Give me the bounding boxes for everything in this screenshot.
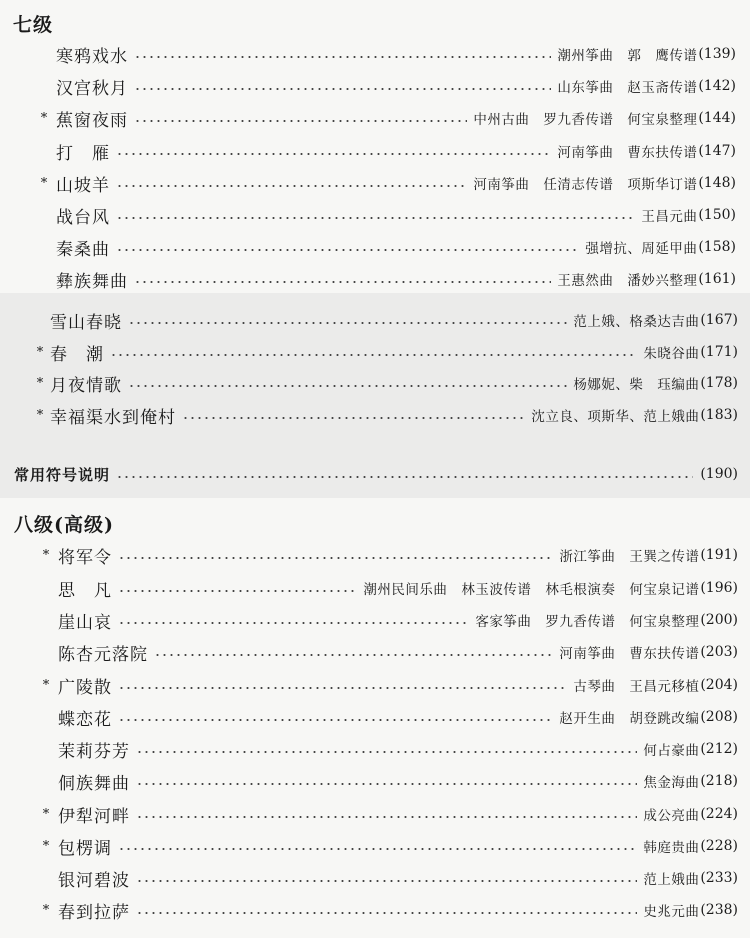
dot-leader (136, 751, 637, 753)
entry-title: 寒鸦戏水 (56, 46, 128, 67)
entry-credit: 朱晓谷曲 (643, 346, 700, 362)
entry-page: (204) (700, 677, 738, 693)
dot-leader (116, 476, 693, 478)
entry-page: (178) (700, 375, 738, 391)
entry-credit: 浙江筝曲 王巽之传谱 (559, 549, 700, 565)
toc-entry[interactable] (42, 896, 738, 924)
entry-title: 将军令 (58, 547, 112, 568)
toc-entry[interactable] (58, 864, 738, 892)
toc-entry[interactable] (56, 201, 736, 229)
star-mark: * (42, 677, 50, 693)
entry-title: 蕉窗夜雨 (56, 110, 128, 131)
dot-leader (136, 816, 637, 818)
star-mark: * (42, 547, 50, 563)
entry-page: (167) (700, 312, 738, 328)
toc-entry[interactable] (56, 40, 736, 68)
entry-title: 伊犁河畔 (58, 806, 130, 827)
entry-credit: 何占豪曲 (643, 743, 700, 759)
entry-title: 战台风 (56, 207, 110, 228)
toc-entry-symbols[interactable] (14, 460, 738, 488)
toc-entry[interactable] (42, 541, 738, 569)
dot-leader (110, 354, 637, 356)
toc-entry[interactable] (58, 574, 738, 602)
dot-leader (118, 848, 637, 850)
entry-title: 广陵散 (58, 677, 112, 698)
dot-leader (116, 153, 551, 155)
entry-credit: 客家筝曲 罗九香传谱 何宝泉整理 (475, 614, 700, 630)
toc-entry[interactable] (56, 137, 736, 165)
entry-page: (139) (698, 46, 736, 62)
dot-leader (118, 719, 553, 721)
entry-title: 春到拉萨 (58, 902, 130, 923)
entry-credit: 成公亮曲 (643, 808, 700, 824)
star-mark: * (42, 838, 50, 854)
dot-leader (134, 281, 551, 283)
entry-title: 秦桑曲 (56, 239, 110, 260)
toc-entry[interactable] (36, 401, 738, 429)
entry-page: (196) (700, 580, 738, 596)
entry-credit: 王惠然曲 潘妙兴整理 (557, 273, 698, 289)
section-heading-grade8: 八级(高级) (14, 514, 114, 536)
entry-title: 银河碧波 (58, 870, 130, 891)
dot-leader (118, 557, 553, 559)
star-mark: * (42, 806, 50, 822)
entry-page: (190) (700, 466, 738, 482)
entry-title: 侗族舞曲 (58, 773, 130, 794)
entry-credit: 史兆元曲 (643, 904, 700, 920)
entry-page: (208) (700, 709, 738, 725)
entry-credit: 强增抗、周延甲曲 (585, 241, 698, 257)
entry-credit: 沈立良、项斯华、范上娥曲 (531, 409, 700, 425)
entry-page: (228) (700, 838, 738, 854)
entry-page: (203) (700, 644, 738, 660)
entry-credit: 王昌元曲 (641, 209, 698, 225)
entry-page: (238) (700, 902, 738, 918)
entry-title: 打 雁 (56, 143, 110, 164)
entry-page: (148) (698, 175, 736, 191)
dot-leader (118, 590, 357, 592)
toc-entry[interactable] (56, 72, 736, 100)
entry-title: 汉宫秋月 (56, 78, 128, 99)
entry-title: 月夜情歌 (50, 375, 122, 396)
dot-leader (116, 249, 579, 251)
entry-credit: 赵开生曲 胡登跳改编 (559, 711, 700, 727)
entry-page: (200) (700, 612, 738, 628)
entry-title: 春 潮 (50, 344, 104, 365)
entry-page: (150) (698, 207, 736, 223)
entry-title: 常用符号说明 (14, 465, 111, 484)
entry-page: (147) (698, 143, 736, 159)
entry-page: (233) (700, 870, 738, 886)
toc-entry[interactable] (42, 832, 738, 860)
entry-title: 茉莉芬芳 (58, 741, 130, 762)
entry-credit: 潮州民间乐曲 林玉波传谱 林毛根演奏 何宝泉记谱 (363, 582, 700, 598)
entry-credit: 中州古曲 罗九香传谱 何宝泉整理 (473, 112, 698, 128)
section-heading-grade7: 七级 (13, 14, 54, 36)
toc-entry[interactable] (58, 703, 738, 731)
star-mark: * (42, 902, 50, 918)
dot-leader (136, 912, 637, 914)
entry-credit: 山东筝曲 赵玉斋传谱 (557, 80, 698, 96)
toc-entry[interactable] (58, 606, 738, 634)
dot-leader (128, 322, 567, 324)
dot-leader (116, 185, 467, 187)
entry-title: 陈杏元落院 (58, 644, 148, 665)
star-mark: * (36, 344, 44, 360)
toc-entry[interactable] (58, 767, 738, 795)
star-mark: * (36, 407, 44, 423)
entry-credit: 河南筝曲 任清志传谱 项斯华订谱 (473, 177, 698, 193)
entry-credit: 古琴曲 王昌元移植 (573, 679, 700, 695)
entry-page: (142) (698, 78, 736, 94)
dot-leader (154, 654, 553, 656)
star-mark: * (40, 110, 48, 126)
dot-leader (134, 88, 551, 90)
dot-leader (134, 120, 467, 122)
toc-entry[interactable] (40, 104, 736, 132)
entry-title: 思 凡 (58, 580, 112, 601)
dot-leader (118, 687, 567, 689)
entry-credit: 范上娥曲 (643, 872, 700, 888)
entry-page: (171) (700, 344, 738, 360)
entry-title: 彝族舞曲 (56, 271, 128, 292)
entry-page: (224) (700, 806, 738, 822)
entry-credit: 河南筝曲 曹东扶传谱 (557, 145, 698, 161)
entry-title: 山坡羊 (56, 175, 110, 196)
entry-page: (218) (700, 773, 738, 789)
dot-leader (136, 880, 637, 882)
entry-page: (158) (698, 239, 736, 255)
entry-page: (183) (700, 407, 738, 423)
entry-title: 包楞调 (58, 838, 112, 859)
entry-title: 崖山哀 (58, 612, 112, 633)
entry-credit: 杨娜妮、柴 珏编曲 (573, 377, 700, 393)
dot-leader (134, 56, 551, 58)
dot-leader (136, 783, 637, 785)
entry-credit: 范上娥、格桑达吉曲 (573, 314, 700, 330)
toc-entry[interactable] (42, 800, 738, 828)
entry-page: (161) (698, 271, 736, 287)
toc-entry[interactable] (58, 638, 738, 666)
entry-title: 幸福渠水到俺村 (50, 407, 176, 428)
entry-credit: 焦金海曲 (643, 775, 700, 791)
dot-leader (128, 385, 567, 387)
toc-entry[interactable] (56, 233, 736, 261)
entry-credit: 潮州筝曲 郭 鹰传谱 (557, 48, 698, 64)
toc-entry[interactable] (56, 265, 736, 293)
dot-leader (182, 417, 525, 419)
toc-entry[interactable] (58, 735, 738, 763)
entry-page: (144) (698, 110, 736, 126)
entry-credit: 韩庭贵曲 (643, 840, 700, 856)
dot-leader (118, 622, 469, 624)
toc-entry[interactable] (50, 306, 738, 334)
entry-page: (212) (700, 741, 738, 757)
toc-entry[interactable] (40, 169, 736, 197)
toc-entry[interactable] (42, 671, 738, 699)
dot-leader (116, 217, 635, 219)
entry-title: 雪山春晓 (50, 312, 122, 333)
toc-entry[interactable] (36, 369, 738, 397)
star-mark: * (36, 375, 44, 391)
star-mark: * (40, 175, 48, 191)
entry-credit: 河南筝曲 曹东扶传谱 (559, 646, 700, 662)
toc-entry[interactable] (36, 338, 738, 366)
entry-title: 蝶恋花 (58, 709, 112, 730)
entry-page: (191) (700, 547, 738, 563)
